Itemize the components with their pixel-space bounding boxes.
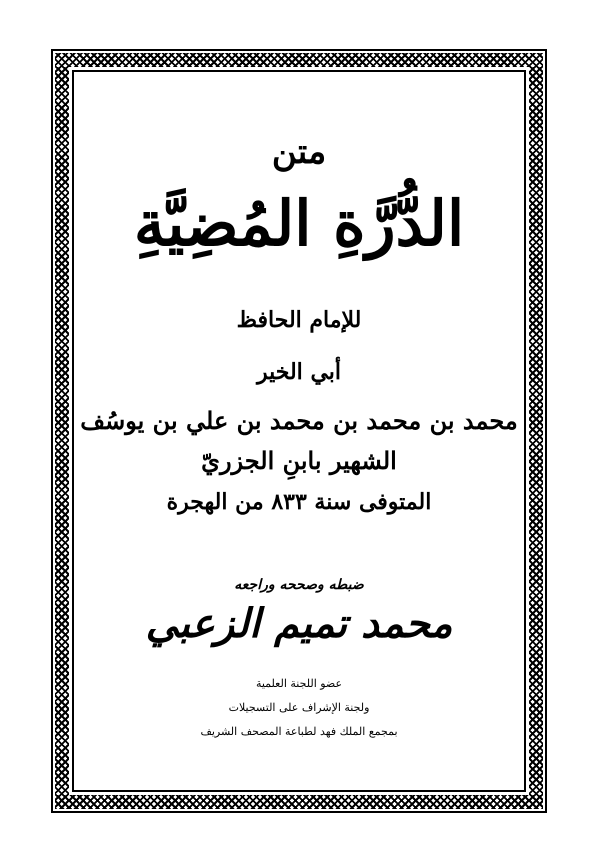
author-death-date: المتوفى سنة ٨٣٣ من الهجرة (166, 489, 432, 515)
imam-line: للإمام الحافظ (236, 307, 362, 333)
editor-credential: عضو اللجنة العلمية (255, 677, 343, 690)
author-known-as: الشهير بابنِ الجزريّ (201, 446, 397, 475)
book-title: الدُّرَّةِ المُضِيَّةِ (133, 187, 465, 260)
editor-credential: بمجمع الملك فهد لطباعة المصحف الشريف (200, 725, 398, 738)
author-full-name: محمد بن محمد بن محمد بن علي بن يوسُف (80, 406, 518, 435)
editor-role: ضبطه وصححه وراجعه (234, 577, 364, 593)
editor-credential: ولجنة الإشراف على التسجيلات (228, 701, 370, 714)
title-page (74, 72, 524, 790)
pre-title: متن (271, 132, 327, 172)
author-kunya: أبي الخير (256, 359, 342, 385)
editor-name: محمد تميم الزعبي (145, 600, 453, 647)
